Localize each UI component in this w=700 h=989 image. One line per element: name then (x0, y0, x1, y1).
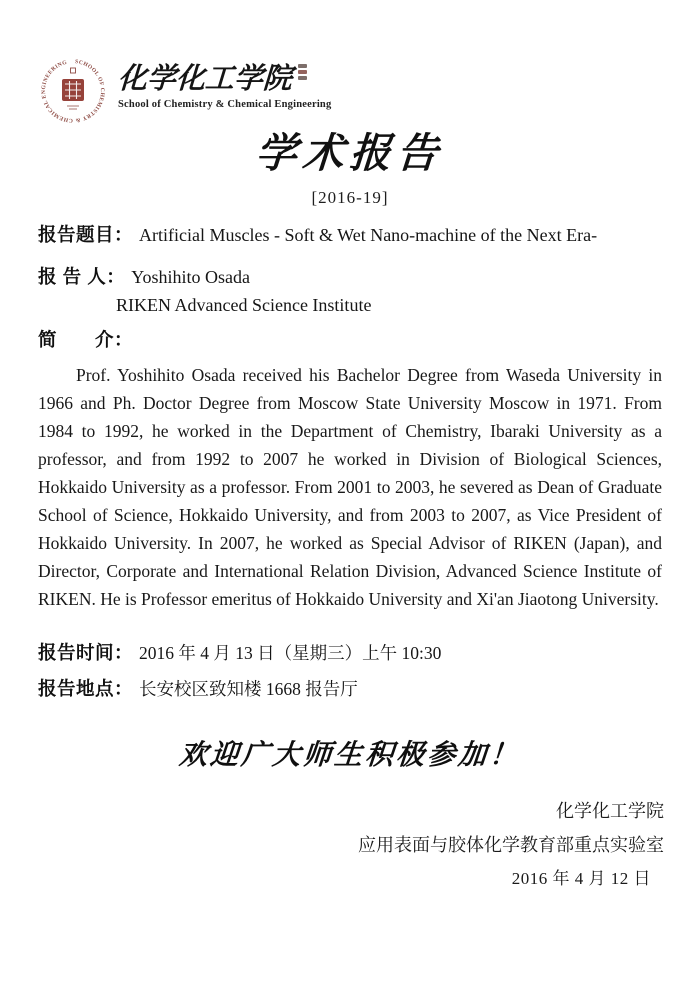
footer-date: 2016 年 4 月 12 日 (511, 869, 651, 888)
seal-glyph-pattern (65, 81, 81, 99)
topic-row (38, 221, 597, 247)
intro-row (38, 326, 133, 352)
topic-label: 报告题目： (38, 224, 134, 245)
page-title: 学术报告 (254, 129, 446, 177)
venue-row (38, 675, 358, 701)
footer-block (358, 794, 664, 896)
logo-signature-mark (298, 64, 307, 80)
school-seal-icon (36, 54, 110, 128)
seal-top-mark (71, 68, 76, 73)
logo-block (36, 54, 331, 128)
topic-value: Artificial Muscles - Soft & Wet Nano-machine of the Next Era- (139, 225, 598, 245)
intro-label: 简 介： (38, 329, 134, 350)
venue-value: 长安校区致知楼 1668 报告厅 (139, 679, 358, 699)
time-value: 2016 年 4 月 13 日（星期三）上午 10:30 (139, 643, 442, 663)
speaker-value: Yoshihito Osada (131, 267, 250, 287)
speaker-label: 报 告 人： (38, 266, 126, 287)
school-name-zh: 化学化工学院 (117, 61, 293, 95)
footer-org-1: 化学化工学院 (556, 801, 664, 821)
issue-number: [2016-19] (311, 188, 389, 207)
time-label: 报告时间： (38, 642, 134, 663)
time-row (38, 639, 441, 665)
school-name-en: School of Chemistry & Chemical Engineering (118, 99, 332, 110)
footer-org-2: 应用表面与胶体化学教育部重点实验室 (358, 835, 664, 855)
logo-text (118, 58, 331, 110)
seal-ring-text: SCHOOL OF CHEMISTRY & CHEMICAL ENGINEERING (40, 59, 106, 124)
speaker-affiliation: RIKEN Advanced Science Institute (116, 295, 372, 315)
venue-label: 报告地点： (38, 678, 134, 699)
speaker-row (38, 263, 250, 289)
welcome-message: 欢迎广大师生积极参加！ (177, 738, 522, 771)
seal-bottom-mark (67, 106, 79, 109)
bio-paragraph: Prof. Yoshihito Osada received his Bachelor Degree from Waseda University in 1966 and Ph. Doctor Degree from Moscow State University Moscow in 1971. From 1984 to 1992, he worked in the Department of Chemistry, Ibaraki University as a professor, and from 1992 to 2007 he worked in Division of Biological Sciences, Hokkaido University as a professor. From 2001 to 2003, he severed as Dean of Graduate School of Science, Hokkaido University, and from 2003 to 2007, as Vice President of Hokkaido University. In 2007, he worked as Special Advisor of RIKEN (Japan), and Director, Corporate and International Relation Division, Advanced Science Institute of RIKEN. He is Professor emeritus of Hokkaido University and Xi'an Jiaotong University. (38, 365, 662, 609)
